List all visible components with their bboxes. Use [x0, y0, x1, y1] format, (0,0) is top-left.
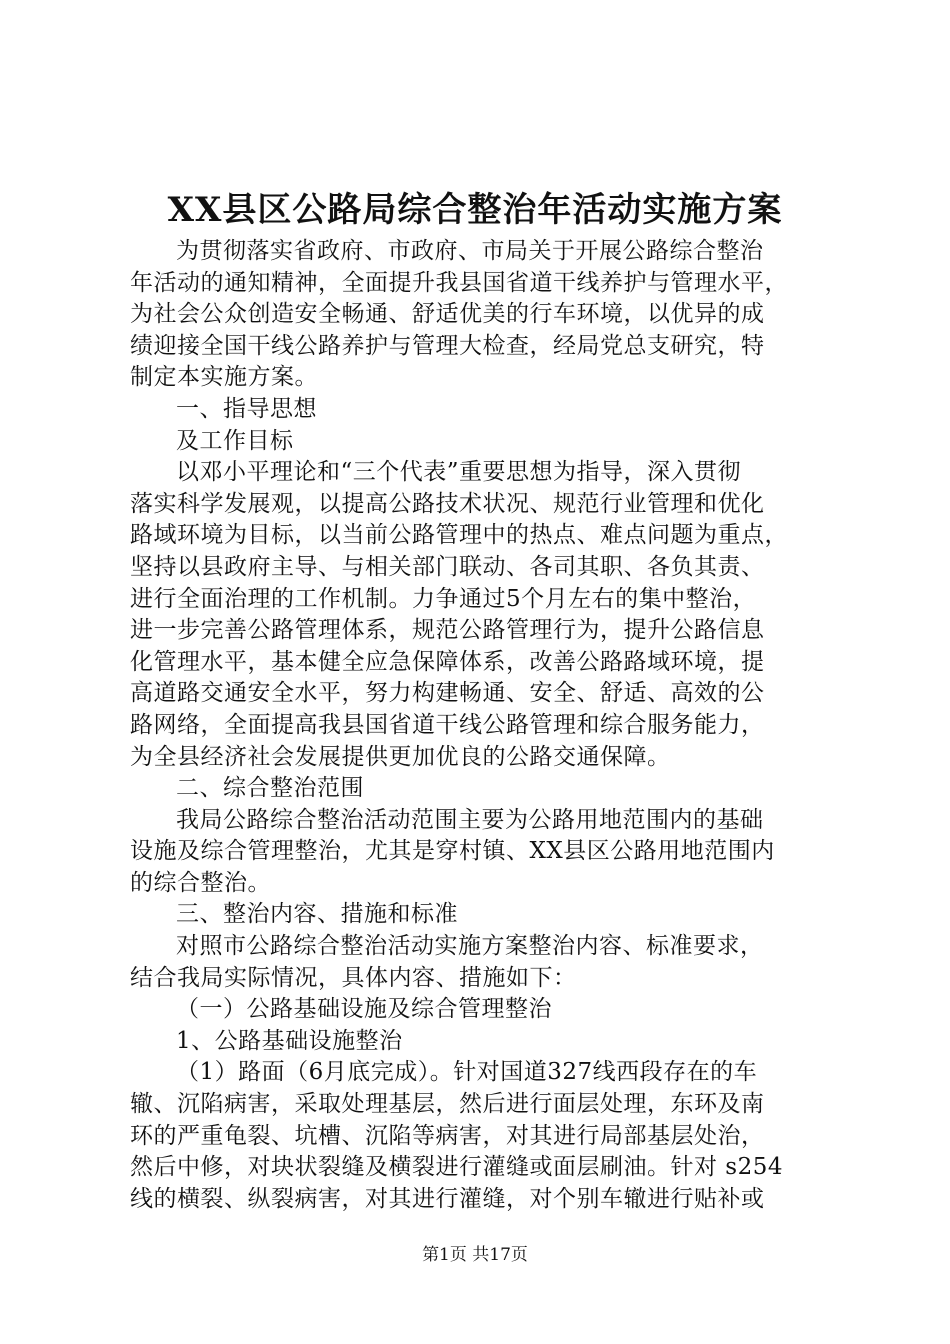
- text-line: 路域环境为目标，以当前公路管理中的热点、难点问题为重点，: [130, 522, 788, 549]
- text-line: 为贯彻落实省政府、市政府、市局关于开展公路综合整治: [176, 238, 764, 264]
- document-title: XX县区公路局综合整治年活动实施方案: [167, 190, 783, 230]
- text-line: 设施及综合管理整治，尤其是穿村镇、XX县区公路用地范围内: [130, 838, 775, 865]
- text-line: 进一步完善公路管理体系，规范公路管理行为，提升公路信息: [130, 617, 765, 644]
- text-line: 路网络，全面提高我县国省道干线公路管理和综合服务能力，: [130, 711, 765, 738]
- text-line: 落实科学发展观，以提高公路技术状况、规范行业管理和优化: [130, 490, 765, 517]
- text-line: （一）公路基础设施及综合管理整治: [176, 996, 552, 1023]
- document-body: [130, 236, 830, 1215]
- text-line: 制定本实施方案。: [130, 364, 318, 391]
- text-line: 进行全面治理的工作机制。力争通过5个月左右的集中整治，: [130, 585, 757, 612]
- text-line: 一、指导思想: [176, 395, 317, 422]
- text-line: 年活动的通知精神，全面提升我县国省道干线养护与管理水平，: [130, 269, 788, 296]
- text-line: 对照市公路综合整治活动实施方案整治内容、标准要求，: [176, 933, 764, 960]
- text-line: 及工作目标: [176, 427, 294, 454]
- text-line: 高道路交通安全水平，努力构建畅通、安全、舒适、高效的公: [130, 680, 765, 707]
- text-line: 绩迎接全国干线公路养护与管理大检查，经局党总支研究，特: [130, 332, 765, 359]
- text-line: 我局公路综合整治活动范围主要为公路用地范围内的基础: [176, 806, 764, 833]
- text-line: 线的横裂、纵裂病害，对其进行灌缝，对个别车辙进行贴补或: [130, 1185, 765, 1212]
- text-line: 然后中修，对块状裂缝及横裂进行灌缝或面层刷油。针对 s254: [130, 1154, 784, 1181]
- text-line: 坚持以县政府主导、与相关部门联动、各司其职、各负其责、: [130, 553, 765, 580]
- text-line: 三、整治内容、措施和标准: [176, 901, 458, 928]
- page-number: 第1页 共17页: [422, 1245, 528, 1265]
- text-line: 的综合整治。: [130, 869, 271, 896]
- text-line: 为社会公众创造安全畅通、舒适优美的行车环境，以优异的成: [130, 301, 765, 328]
- text-line: （1）路面（6月底完成）。针对国道327线西段存在的车: [176, 1059, 758, 1086]
- text-line: 1、公路基础设施整治: [176, 1027, 403, 1054]
- text-line: 二、综合整治范围: [176, 775, 364, 802]
- text-line: 辙、沉陷病害，采取处理基层，然后进行面层处理，东环及南: [130, 1091, 765, 1118]
- text-line: 以邓小平理论和“三个代表”重要思想为指导，深入贯彻: [176, 459, 742, 486]
- text-line: 化管理水平，基本健全应急保障体系，改善公路路域环境，提: [130, 648, 765, 675]
- text-line: 环的严重龟裂、坑槽、沉陷等病害，对其进行局部基层处治，: [130, 1122, 765, 1149]
- text-line: 为全县经济社会发展提供更加优良的公路交通保障。: [130, 743, 671, 770]
- text-line: 结合我局实际情况，具体内容、措施如下：: [130, 964, 577, 991]
